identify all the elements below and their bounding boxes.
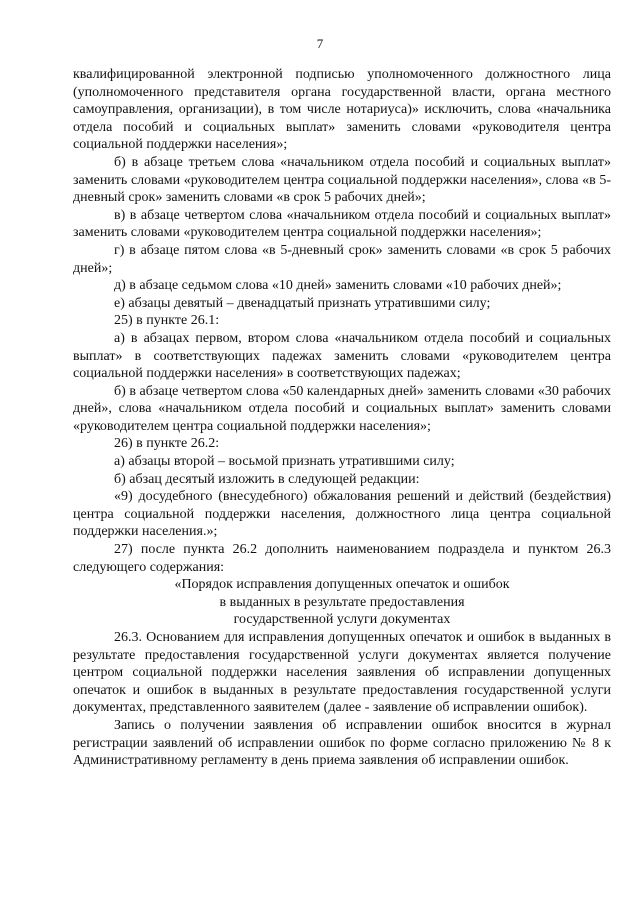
paragraph: в) в абзаце четвертом слова «начальником отдела пособий и социальных выплат» заменить словами «руководителем центра социальной поддержки населения»; xyxy=(73,207,611,241)
paragraph: б) абзац десятый изложить в следующей редакции: xyxy=(114,471,420,487)
paragraph: 27) после пункта 26.2 дополнить наименованием подраздела и пунктом 26.3 следующего содержания: xyxy=(73,542,611,575)
paragraph: 26) в пункте 26.2: xyxy=(114,436,220,452)
paragraph: Запись о получении заявления об исправлении ошибок вносится в журнал регистрации заявлений об исправлении ошибок по форме согласно приложению № 8 к Административному регламенту в день приема заявления об исправлении ошибок. xyxy=(73,717,611,769)
paragraph: квалифицированной электронной подписью уполномоченного должностного лица (уполномоченного представителя органа государственной власти, органа местного самоуправления, организации), в том числе нотариуса)» исключить, слова «начальника отдела пособий и социальных выплат» заменить словами «руководителя центра социальной поддержки населения»; xyxy=(73,67,611,153)
paragraph: г) в абзаце пятом слова «в 5-дневный срок» заменить словами «в срок 5 рабочих дней»; xyxy=(73,242,611,276)
paragraph: а) в абзацах первом, втором слова «начальником отдела пособий и социальных выплат» в соответствующих падежах заменить словами «руководителем центра социальной поддержки населения» в соответствующих падежах; xyxy=(73,330,611,382)
paragraph: б) в абзаце четвертом слова «50 календарных дней» заменить словами «30 рабочих дней», слова «начальником отдела пособий и социальных выплат» заменить словами «руководителем центра социальной поддержки населения»; xyxy=(73,383,611,434)
heading-line: «Порядок исправления допущенных опечаток и ошибок xyxy=(174,577,510,593)
heading-line: в выданных в результате предоставления xyxy=(219,594,465,610)
document-body xyxy=(73,66,611,770)
paragraph: д) в абзаце седьмом слова «10 дней» заменить словами «10 рабочих дней»; xyxy=(114,278,562,294)
paragraph: б) в абзаце третьем слова «начальником отдела пособий и социальных выплат» заменить словами «руководителем центра социальной поддержки населения», слова «в 5-дневный срок» заменить словами «в срок 5 рабочих дней»; xyxy=(73,154,611,206)
paragraph: 25) в пункте 26.1: xyxy=(114,313,220,329)
paragraph: а) абзацы второй – восьмой признать утратившими силу; xyxy=(114,454,455,470)
paragraph: 26.3. Основанием для исправления допущенных опечаток и ошибок в выданных в результате предоставления государственной услуги документах является получение центром социальной поддержки населения заявления об исправлении допущенных опечаток и ошибок в выданных в результате предоставления государственной услуги документах, представленного заявителем (далее - заявление об исправлении ошибок). xyxy=(73,630,611,716)
paragraph: е) абзацы девятый – двенадцатый признать утратившими силу; xyxy=(114,295,491,311)
page-number: 7 xyxy=(316,36,324,51)
heading-line: государственной услуги документах xyxy=(233,612,451,628)
subsection-heading xyxy=(73,576,611,629)
paragraph: «9) досудебного (внесудебного) обжалования решений и действий (бездействия) центра социальной поддержки населения, должностного лица центра социальной поддержки населения.»; xyxy=(73,489,611,540)
